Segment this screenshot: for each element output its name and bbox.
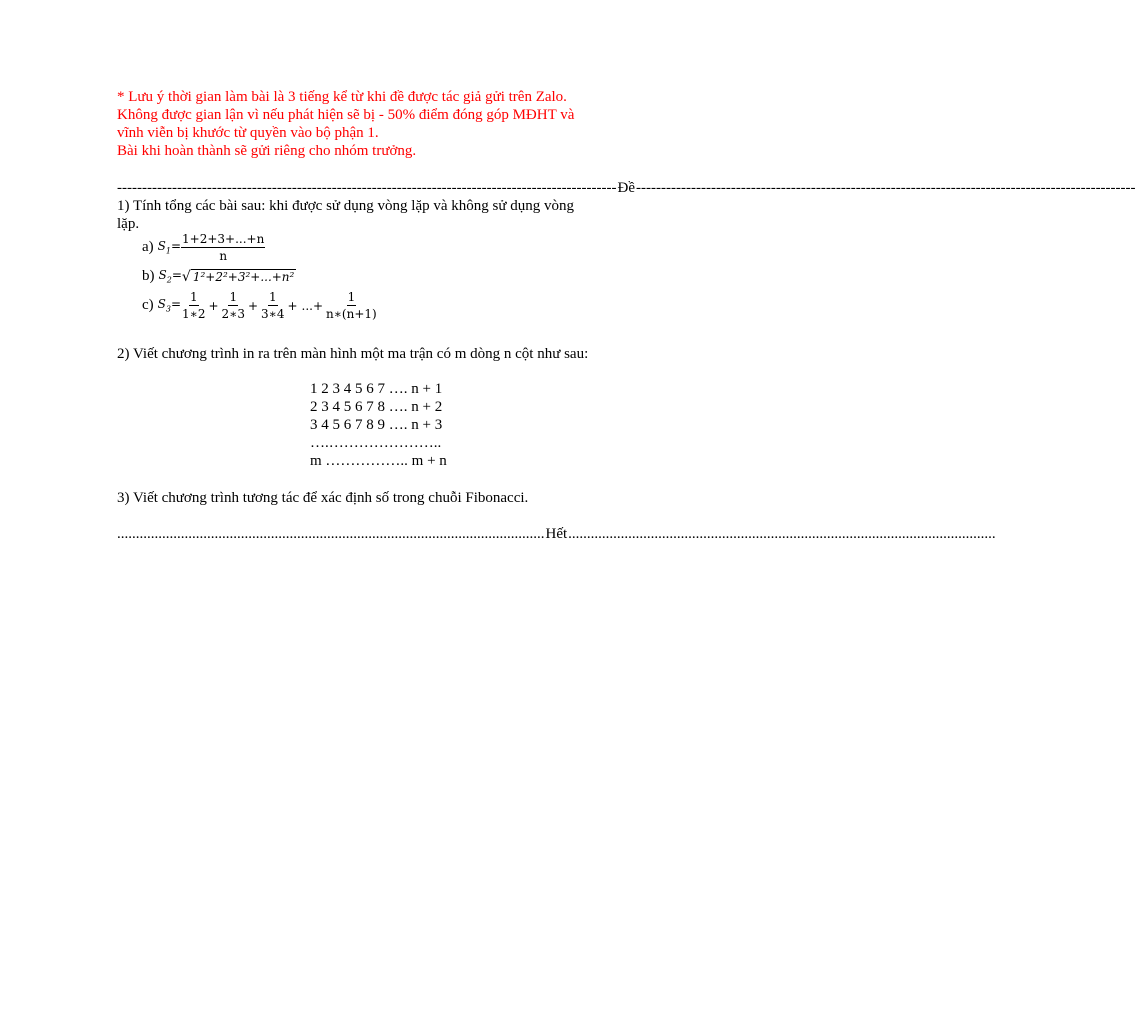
formula-c-lhs: $S_3=$ — [157, 297, 182, 314]
ellipsis-plus: ...+ — [301, 298, 324, 313]
formula-a-numerator: 1+2+3+...+n — [182, 232, 265, 246]
formula-b-lhs: $S_2=$ — [158, 268, 182, 285]
sqrt-sign-icon: √ — [181, 268, 191, 285]
notice-line-3: vĩnh viễn bị khước từ quyền vào bộ phận 1. — [117, 125, 379, 141]
formula-a-fraction — [181, 232, 265, 263]
footer-dots-right: .................................................................................................................. — [568, 526, 996, 542]
question-3-text: 3) Viết chương trình tương tác để xác định số trong chuỗi Fibonacci. — [117, 490, 529, 506]
formula-b — [142, 268, 296, 285]
formula-a — [142, 232, 265, 263]
formula-a-lhs: $S_1=$ — [157, 239, 182, 256]
question-1-line-1: 1) Tính tổng các bài sau: khi được sử dụng vòng lặp và không sử dụng vòng — [117, 198, 574, 214]
formula-c-term-2: $\frac{1}{2∗3}$ — [221, 290, 245, 321]
header-separator — [117, 179, 1136, 197]
notice-line-4: Bài khi hoàn thành sẽ gửi riêng cho nhóm trưởng. — [117, 143, 417, 159]
formula-c — [142, 290, 378, 321]
matrix-row-1: 1 2 3 4 5 6 7 …. n + 1 — [310, 381, 443, 397]
formula-c-label: c) — [142, 297, 154, 313]
formula-c-term-3: $\frac{1}{3∗4}$ — [261, 290, 285, 321]
formula-b-sqrt — [182, 269, 296, 285]
matrix-row-3: 3 4 5 6 7 8 9 …. n + 3 — [310, 417, 443, 433]
separator-dashes-right: ---------------------------------------------------------------------------------------------------- — [636, 180, 1136, 196]
matrix-row-ellipsis: ….………………….. — [310, 435, 442, 451]
section-title: Đề — [617, 180, 636, 196]
formula-b-radicand: 1²+2²+3²+...+n² — [192, 269, 295, 284]
matrix-row-last: m …………….. m + n — [310, 453, 447, 469]
notice-line-2: Không được gian lận vì nếu phát hiện sẽ bị - 50% điểm đóng góp MĐHT và — [117, 107, 575, 123]
notice-line-1: * Lưu ý thời gian làm bài là 3 tiếng kể từ khi đề được tác giả gửi trên Zalo. — [117, 89, 567, 105]
question-1-line-2: lặp. — [117, 216, 140, 232]
formula-c-term-4: $\frac{1}{n∗(n+1)}$ — [326, 290, 377, 321]
formula-a-label: a) — [142, 239, 154, 255]
formula-c-term-1: $\frac{1}{1∗2}$ — [182, 290, 206, 321]
end-label: Hết — [545, 526, 568, 542]
formula-b-label: b) — [142, 268, 155, 284]
matrix-row-2: 2 3 4 5 6 7 8 …. n + 2 — [310, 399, 443, 415]
plus-sign: + — [208, 298, 219, 313]
plus-sign: + — [287, 298, 298, 313]
footer-dots-left: .................................................................................................................. — [117, 526, 545, 542]
question-2-text: 2) Viết chương trình in ra trên màn hình một ma trận có m dòng n cột như sau: — [117, 346, 589, 362]
formula-a-denominator: n — [219, 249, 228, 263]
footer-separator — [117, 525, 996, 543]
plus-sign: + — [247, 298, 259, 313]
separator-dashes-left: ---------------------------------------------------------------------------------------------------- — [117, 180, 617, 196]
